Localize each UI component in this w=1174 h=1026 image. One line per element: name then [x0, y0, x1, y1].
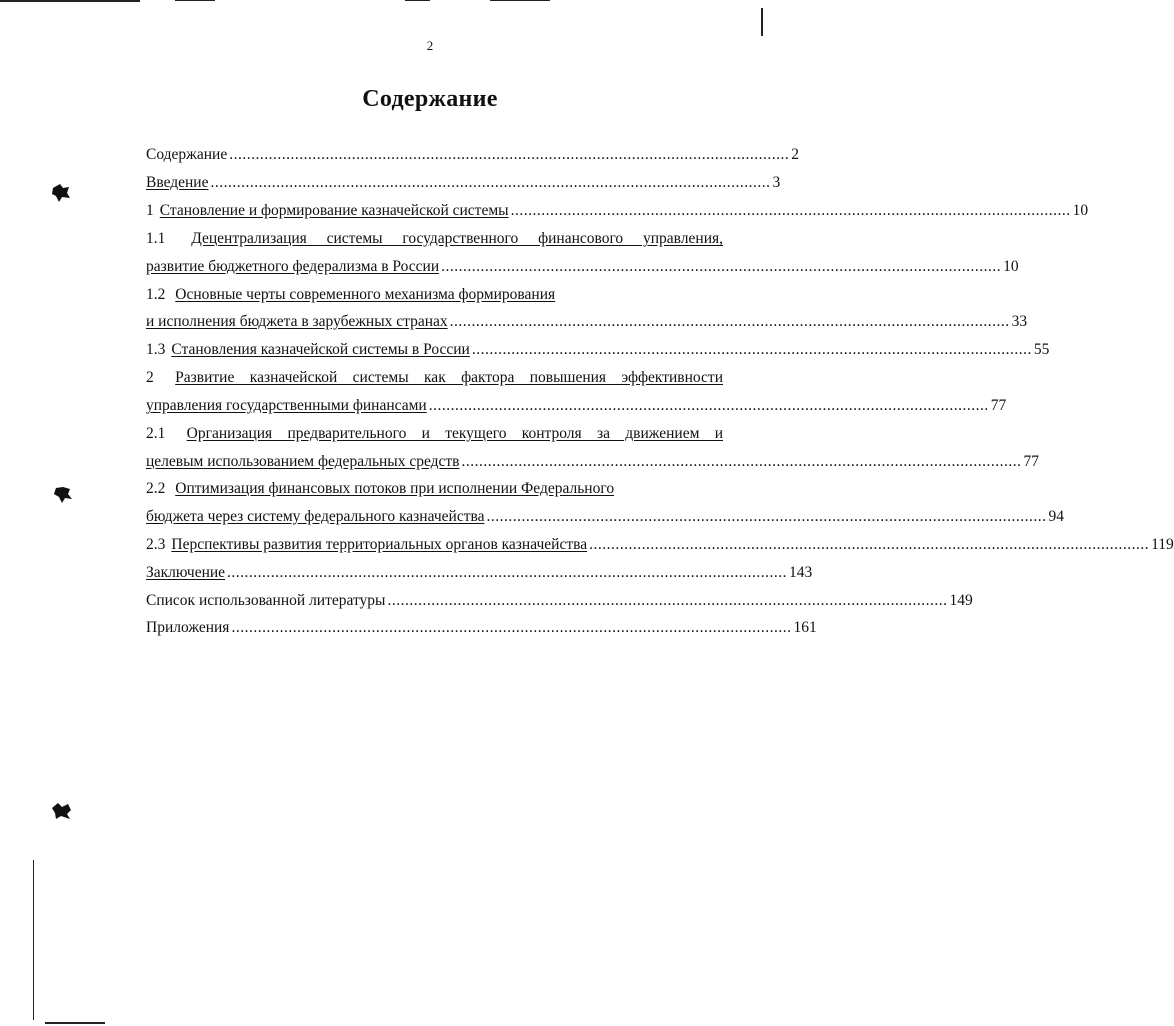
toc-entry-1-2-line1[interactable]: 1.2 Основные черты современного механизма формирования	[146, 286, 556, 303]
scan-edge-right	[761, 8, 763, 36]
toc-entry-appendices[interactable]: Приложения ................................................................................................................................ 161	[146, 619, 817, 636]
scan-edge-top-mid	[175, 0, 215, 1]
ink-blot-2	[52, 484, 74, 506]
scan-edge-bottom	[45, 1022, 105, 1024]
toc-entry-1-1-line1[interactable]: 1.1 Децентрализация системы государственного финансового управления,	[146, 230, 724, 247]
toc-entry-contents[interactable]: Содержание ................................................................................................................................ 2	[146, 146, 799, 163]
toc-entry-chapter-2-line1[interactable]: 2 Развитие казначейской системы как фактора повышения эффективности	[146, 369, 723, 386]
page-title: Содержание	[362, 86, 498, 112]
toc-entry-chapter-1[interactable]: 1 Становление и формирование казначейской системы ................................................................................................................................ 10	[146, 202, 1089, 219]
toc-entry-2-3[interactable]: 2.3 Перспективы развития территориальных органов казначейства ................................................................................................................................ 119	[146, 536, 1174, 553]
toc-entry-2-2-line2[interactable]: бюджета через систему федерального казначейства ................................................................................................................................ 94	[146, 508, 1064, 525]
toc-entry-2-1-line2[interactable]: целевым использованием федеральных средств ................................................................................................................................ 77	[146, 453, 1040, 470]
toc-entry-bibliography[interactable]: Список использованной литературы ................................................................................................................................ 149	[146, 592, 973, 609]
toc-entry-1-2-line2[interactable]: и исполнения бюджета в зарубежных странах ................................................................................................................................ 33	[146, 313, 1028, 330]
toc-entry-2-2-line1[interactable]: 2.2 Оптимизация финансовых потоков при исполнении Федерального	[146, 480, 615, 497]
ink-blot-1	[50, 182, 72, 204]
scan-edge-top-left	[0, 0, 140, 2]
toc-entry-chapter-2-line2[interactable]: управления государственными финансами ................................................................................................................................ 77	[146, 397, 1007, 414]
toc-entry-2-1-line1[interactable]: 2.1 Организация предварительного и текущего контроля за движением и	[146, 425, 723, 442]
page-number: 2	[426, 38, 434, 53]
scan-edge-top-right	[490, 0, 550, 1]
toc-entry-introduction[interactable]: Введение ................................................................................................................................ 3	[146, 174, 781, 191]
scan-edge-left	[33, 860, 34, 1020]
ink-blot-3	[50, 800, 74, 822]
scan-edge-top-mid2	[405, 0, 430, 1]
toc-entry-conclusion[interactable]: Заключение ................................................................................................................................ 143	[146, 564, 813, 581]
toc-entry-1-3[interactable]: 1.3 Становления казначейской системы в России ................................................................................................................................ 55	[146, 341, 1050, 358]
toc-entry-1-1-line2[interactable]: развитие бюджетного федерализма в России ................................................................................................................................ 10	[146, 258, 1019, 275]
